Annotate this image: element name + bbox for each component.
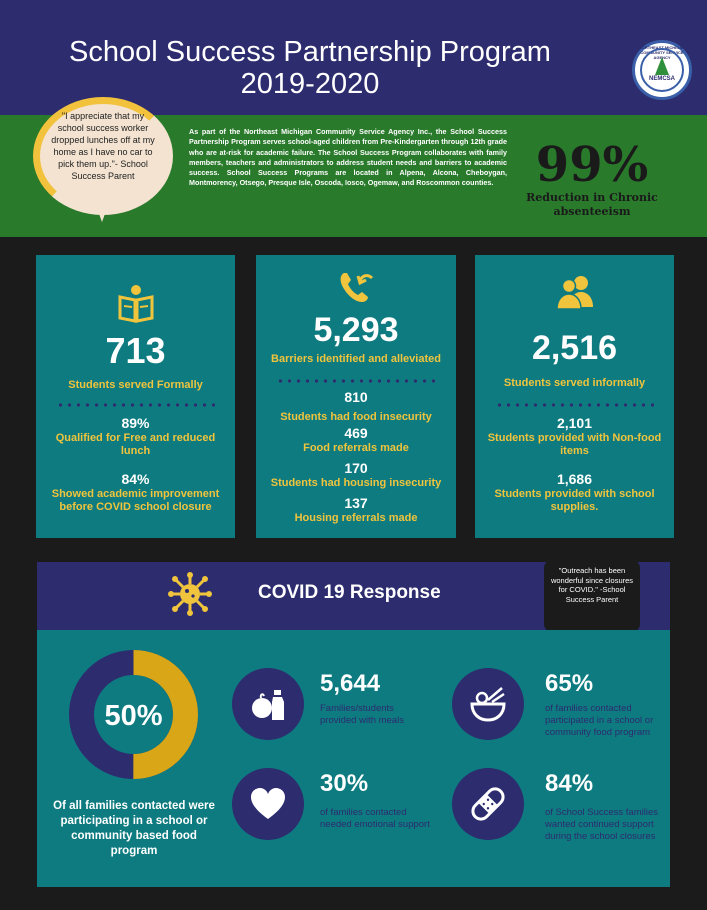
food-referrals-label: Food referrals made bbox=[303, 442, 409, 454]
barriers-label: Barriers identified and alleviated bbox=[271, 353, 441, 365]
donut-value: 50% bbox=[104, 700, 163, 732]
housing-insecurity-label: Students had housing insecurity bbox=[270, 477, 442, 489]
nemcsa-logo bbox=[632, 40, 692, 100]
free-lunch-value: 89% bbox=[121, 415, 150, 431]
food-insecurity-label: Students had food insecurity bbox=[280, 411, 432, 423]
continued-support-icon-circle bbox=[452, 768, 524, 840]
salad-bowl-icon bbox=[468, 684, 508, 724]
program-description: As part of the Northeast Michigan Community Service Agency Inc., the School Success Partnership Program serves school-aged children from Pre-Kindergarten through 12th grade who are at-risk for academic failure. The School Success Program collaborates with family members, teachers and administrators to address student needs and barriers to academic success. School Success Programs are located in Alpena, Alcona, Cheboygan, Montmorency, Otsego, Presque Isle, Oscoda, Iosco, Ogemaw, and Roscommon counties. bbox=[189, 127, 507, 188]
virus-icon bbox=[168, 572, 212, 616]
emotional-support-label: of families contacted needed emotional support bbox=[320, 807, 430, 830]
food-program-value: 65% bbox=[545, 670, 594, 697]
barriers-value: 5,293 bbox=[313, 311, 399, 349]
absenteeism-label: Reduction in Chronic absenteeism bbox=[526, 191, 658, 218]
informal-students-label: Students served informally bbox=[503, 377, 646, 389]
reading-book-icon bbox=[116, 283, 156, 323]
continued-support-value: 84% bbox=[545, 770, 594, 797]
formal-students-label: Students served Formally bbox=[68, 379, 203, 391]
housing-referrals-label: Housing referrals made bbox=[294, 512, 418, 524]
card-informal-students bbox=[475, 255, 674, 538]
meals-icon-circle bbox=[232, 668, 304, 740]
non-food-items-label: Students provided with Non-food items bbox=[487, 432, 662, 457]
school-supplies-label: Students provided with school supplies. bbox=[494, 488, 655, 513]
card-barriers bbox=[256, 255, 456, 538]
meals-value: 5,644 bbox=[320, 670, 381, 697]
quote-bubble-tail bbox=[94, 200, 110, 222]
tree-icon bbox=[655, 57, 669, 75]
logo-arc-text: NORTHEAST MICHIGAN COMMUNITY SERVICE AGENCY bbox=[638, 45, 686, 60]
free-lunch-label: Qualified for Free and reduced lunch bbox=[55, 432, 216, 457]
dotted-divider bbox=[495, 403, 654, 407]
school-supplies-value: 1,686 bbox=[556, 471, 593, 487]
dotted-divider bbox=[276, 379, 436, 383]
covid-title: COVID 19 Response bbox=[258, 582, 441, 603]
food-insecurity-value: 810 bbox=[344, 389, 368, 405]
food-program-label: of families contacted participated in a school or community food program bbox=[545, 703, 654, 738]
meals-label: Families/students provided with meals bbox=[320, 703, 404, 726]
food-program-icon-circle bbox=[452, 668, 524, 740]
housing-insecurity-value: 170 bbox=[344, 460, 368, 476]
academic-improvement-label: Showed academic improvement before COVID school closure bbox=[51, 488, 220, 513]
logo-name: NEMCSA bbox=[648, 76, 675, 82]
informal-students-value: 2,516 bbox=[531, 329, 618, 367]
food-referrals-value: 469 bbox=[344, 425, 368, 441]
bandage-icon bbox=[468, 784, 508, 824]
heart-icon bbox=[248, 784, 288, 824]
emotional-icon-circle bbox=[232, 768, 304, 840]
parent-quote: "I appreciate that my school success worker dropped lunches off at my home as I have no car to pick them up."- School Success Parent bbox=[51, 111, 155, 181]
dotted-divider bbox=[56, 403, 215, 407]
group-people-icon bbox=[555, 273, 595, 313]
emotional-support-value: 30% bbox=[320, 770, 369, 797]
absenteeism-stat: 99% bbox=[535, 137, 649, 193]
covid-quote: "Outreach has been wonderful since closures for COVID." -School Success Parent bbox=[550, 566, 634, 604]
page-title: School Success Partnership Program 2019-2020 bbox=[69, 36, 551, 100]
formal-students-value: 713 bbox=[105, 330, 166, 371]
food-milk-icon bbox=[248, 684, 288, 724]
donut-caption: Of all families contacted were participating in a school or community based food program bbox=[53, 800, 215, 857]
card-formal-students bbox=[36, 255, 235, 538]
housing-referrals-value: 137 bbox=[344, 495, 368, 511]
continued-support-label: of School Success families wanted continued support during the school closures bbox=[545, 807, 658, 842]
phone-callback-icon bbox=[336, 267, 376, 307]
academic-improvement-value: 84% bbox=[121, 471, 150, 487]
non-food-items-value: 2,101 bbox=[556, 415, 593, 431]
